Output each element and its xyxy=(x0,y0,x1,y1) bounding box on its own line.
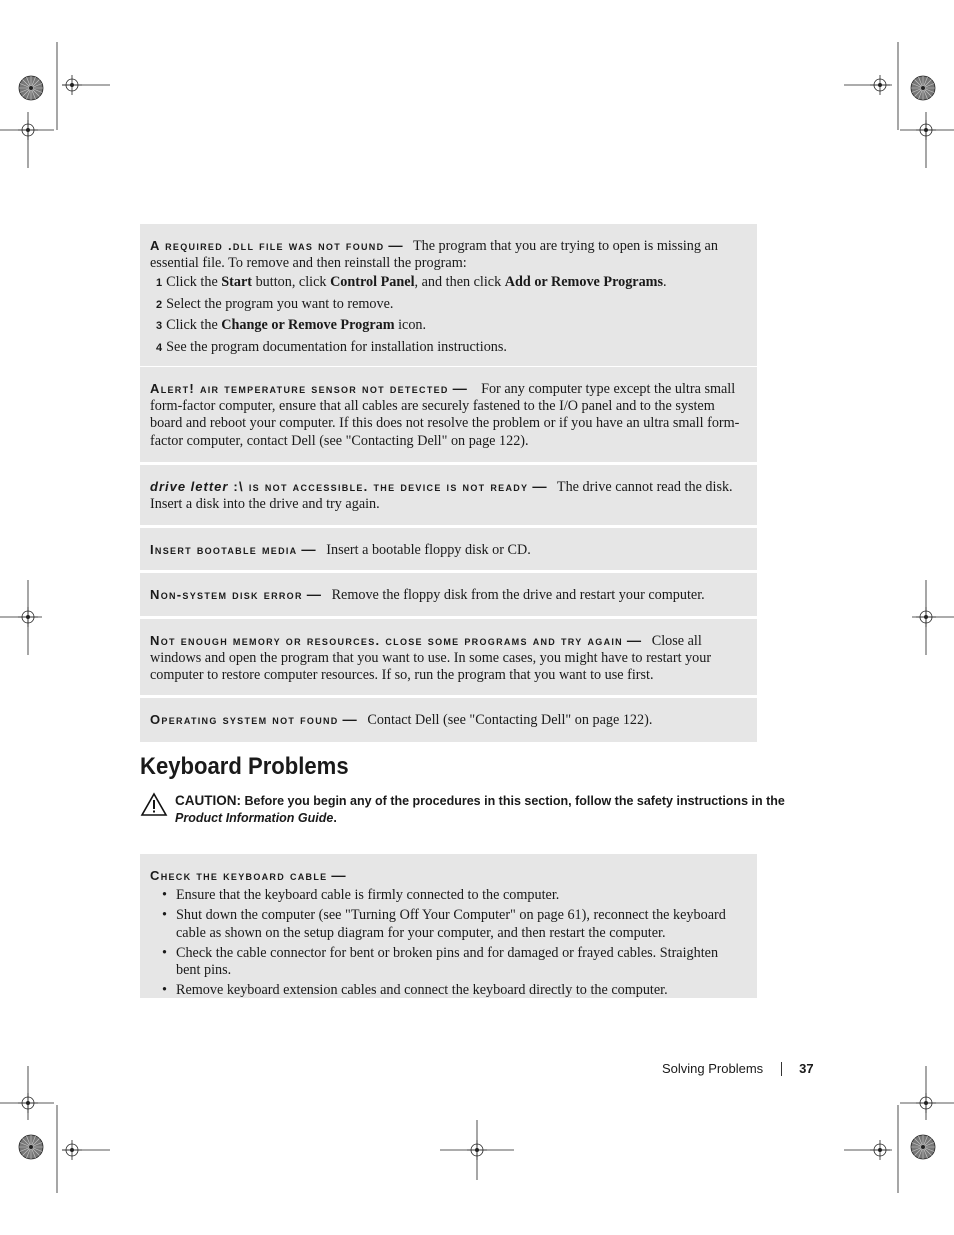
block-text: For any computer type except the ultra small form-factor computer, ensure that all cables are securely fastened to the I/O panel and to the system board and reboot your computer. If this does not resolve the problem or if you have an ultra small form-factor computer, contact Dell (see "Contacting Dell" on page 122). xyxy=(150,381,740,449)
troubleshoot-block-air-sensor: Alert! air temperature sensor not detected — For any computer type except the ultra small form-factor computer, ensure that all cables are securely fastened to the I/O panel and to the system board and reboot your computer. If this does not resolve the problem or if you have an ultra small form-factor computer, contact Dell (see "Contacting Dell" on page 122). xyxy=(140,367,757,462)
ui-term: Control Panel xyxy=(330,274,415,291)
step-number: 3 xyxy=(156,320,163,333)
step-text: Click the xyxy=(166,274,222,291)
list-item: • Ensure that the keyboard cable is firmly connected to the computer. xyxy=(154,887,746,904)
step-item xyxy=(156,317,746,335)
step-number: 4 xyxy=(156,341,163,354)
page-number: 37 xyxy=(799,1061,814,1076)
ui-term: Add or Remove Programs xyxy=(504,274,664,291)
block-text: Insert a bootable floppy disk or CD. xyxy=(326,542,531,558)
block-heading: A required .dll file was not found xyxy=(150,238,385,253)
footer-divider xyxy=(781,1062,782,1076)
caution-label: CAUTION: xyxy=(175,793,241,808)
step-item xyxy=(156,339,746,357)
block-heading: Non-system disk error xyxy=(150,587,303,602)
block-text: Contact Dell (see "Contacting Dell" on page 122). xyxy=(367,712,653,728)
block-text: Close all windows and open the program that you want to use. In some cases, you might have to restart your computer to restore computer resources. If so, run the program that you want to use first. xyxy=(150,633,712,684)
block-text: Remove the floppy disk from the drive and restart your computer. xyxy=(331,587,705,603)
step-number: 1 xyxy=(156,277,163,290)
block-heading: drive letter :\ is not accessible. the device is not ready xyxy=(150,479,529,494)
step-text: See the program documentation for installation instructions. xyxy=(166,338,507,355)
block-heading: Check the keyboard cable xyxy=(150,868,328,883)
block-heading: Not enough memory or resources. close some programs and try again xyxy=(150,633,623,648)
footer-section: Solving Problems xyxy=(662,1061,764,1076)
block-text: The drive cannot read the disk. Insert a disk into the drive and try again. xyxy=(150,479,733,513)
troubleshoot-block-memory: Not enough memory or resources. close some programs and try again — Close all windows and open the program that you want to use. In some cases, you might have to restart your computer to restore computer resources. If so, run the program that you want to use first. xyxy=(140,619,757,695)
ui-term: Change or Remove Program xyxy=(221,317,395,334)
section-title: Keyboard Problems xyxy=(140,753,349,780)
block-heading: Alert! air temperature sensor not detected xyxy=(150,381,449,396)
caution-text: Before you begin any of the procedures in this section, follow the safety instructions in the xyxy=(241,794,785,808)
step-text: button, click xyxy=(252,274,331,291)
step-text: , and then click xyxy=(414,274,505,291)
troubleshoot-block-os: Operating system not found — Contact Dell (see "Contacting Dell" on page 122). xyxy=(140,698,757,742)
troubleshoot-block-drive: drive letter :\ is not accessible. the device is not ready — The drive cannot read the disk. Insert a disk into the drive and try again. xyxy=(140,465,757,525)
list-item: • Shut down the computer (see "Turning Off Your Computer" on page 61), reconnect the keyboard cable as shown on the setup diagram for your computer, and then restart the computer. xyxy=(154,907,746,941)
block-text: The program that you are trying to open is missing an essential file. To remove and then reinstall the program: xyxy=(150,238,718,272)
step-text: icon. xyxy=(394,317,427,334)
troubleshoot-block-dll: A required .dll file was not found — The program that you are trying to open is missing an essential file. To remove and then reinstall the program: 1 Click the Start button, click Control Panel, and then click Add or Remove Programs. 2 Select the program you want to remove. 3 Click the Change or Remove Program icon. 4 See the program documentation for installation instructions. xyxy=(140,224,757,366)
troubleshoot-block-bootable: Insert bootable media — Insert a bootable floppy disk or CD. xyxy=(140,528,757,570)
block-heading: Operating system not found xyxy=(150,712,339,727)
step-number: 2 xyxy=(156,298,163,311)
caution-note: CAUTION: Before you begin any of the procedures in this section, follow the safety instructions in the Product Information Guide. xyxy=(140,792,820,827)
step-text: Select the program you want to remove. xyxy=(166,295,394,312)
warning-triangle-icon xyxy=(140,792,168,817)
step-list xyxy=(156,274,746,356)
troubleshoot-block-keyboard-cable: Check the keyboard cable — • Ensure that the keyboard cable is firmly connected to the computer. • Shut down the computer (see "Turning Off Your Computer" on page 61), reconnect the keyboard cable as shown on the setup diagram for your computer, and then restart the computer. • Check the cable connector for bent or broken pins and for damaged or frayed cables. Straighten bent pins. • Remove keyboard extension cables and connect the keyboard directly to the computer. xyxy=(140,854,757,998)
ui-term: Start xyxy=(221,274,253,291)
step-text: Click the xyxy=(166,317,222,334)
troubleshoot-block-nonsystem: Non-system disk error — Remove the floppy disk from the drive and restart your computer. xyxy=(140,573,757,616)
list-item: • Check the cable connector for bent or broken pins and for damaged or frayed cables. Straighten bent pins. xyxy=(154,945,746,979)
bullet-list xyxy=(154,887,746,999)
list-item: • Remove keyboard extension cables and connect the keyboard directly to the computer. xyxy=(154,982,746,999)
page-footer xyxy=(662,1061,814,1076)
step-text: . xyxy=(663,274,667,291)
step-item xyxy=(156,274,746,292)
step-item xyxy=(156,296,746,314)
block-heading: Insert bootable media xyxy=(150,542,298,557)
caution-guide-title: Product Information Guide xyxy=(175,811,334,825)
